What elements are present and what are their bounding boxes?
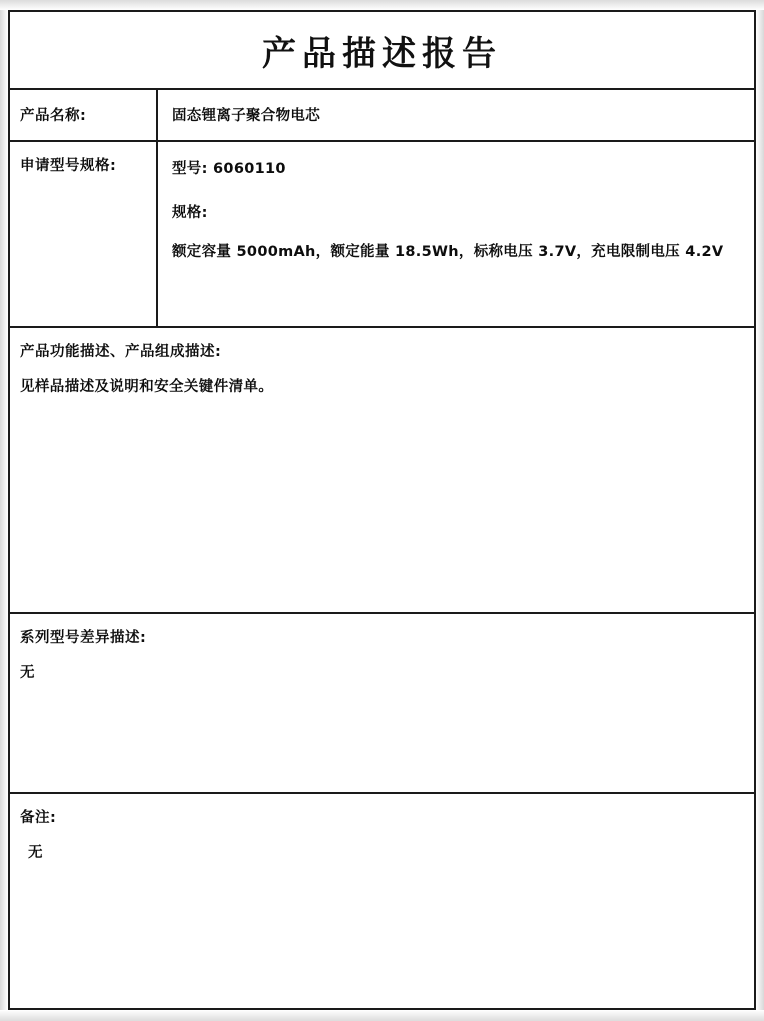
page-edge-bottom <box>0 1010 764 1021</box>
page-edge-left <box>0 0 8 1021</box>
page-edge-right <box>756 0 764 1021</box>
function-description-body: 见样品描述及说明和安全关键件清单。 <box>20 379 274 395</box>
series-difference-body: 无 <box>20 665 35 681</box>
product-name-value: 固态锂离子聚合物电芯 <box>172 108 320 124</box>
function-description-title: 产品功能描述、产品组成描述: <box>20 344 222 360</box>
spec-heading-line: 规格: <box>172 204 208 221</box>
document-frame <box>8 10 756 1010</box>
block-series-difference <box>10 614 754 794</box>
block-function-description <box>10 328 754 614</box>
block-remark <box>10 794 754 1010</box>
table-row-product-name <box>10 90 754 142</box>
spec-parameters-line: 额定容量 5000mAh，额定能量 18.5Wh，标称电压 3.7V，充电限制电压 4.2V <box>172 244 724 261</box>
remark-body: 无 <box>28 845 43 861</box>
model-spec-label: 申请型号规格: <box>10 142 158 326</box>
remark-title: 备注: <box>20 810 57 826</box>
model-spec-value <box>158 142 754 326</box>
model-number-line: 型号: 6060110 <box>172 161 286 177</box>
page-edge-top <box>0 0 764 10</box>
series-difference-title: 系列型号差异描述: <box>20 630 147 646</box>
title-band <box>10 12 754 90</box>
table-row-model-spec <box>10 142 754 328</box>
product-name-label: 产品名称: <box>10 90 158 140</box>
document-title: 产品描述报告 <box>262 33 502 74</box>
